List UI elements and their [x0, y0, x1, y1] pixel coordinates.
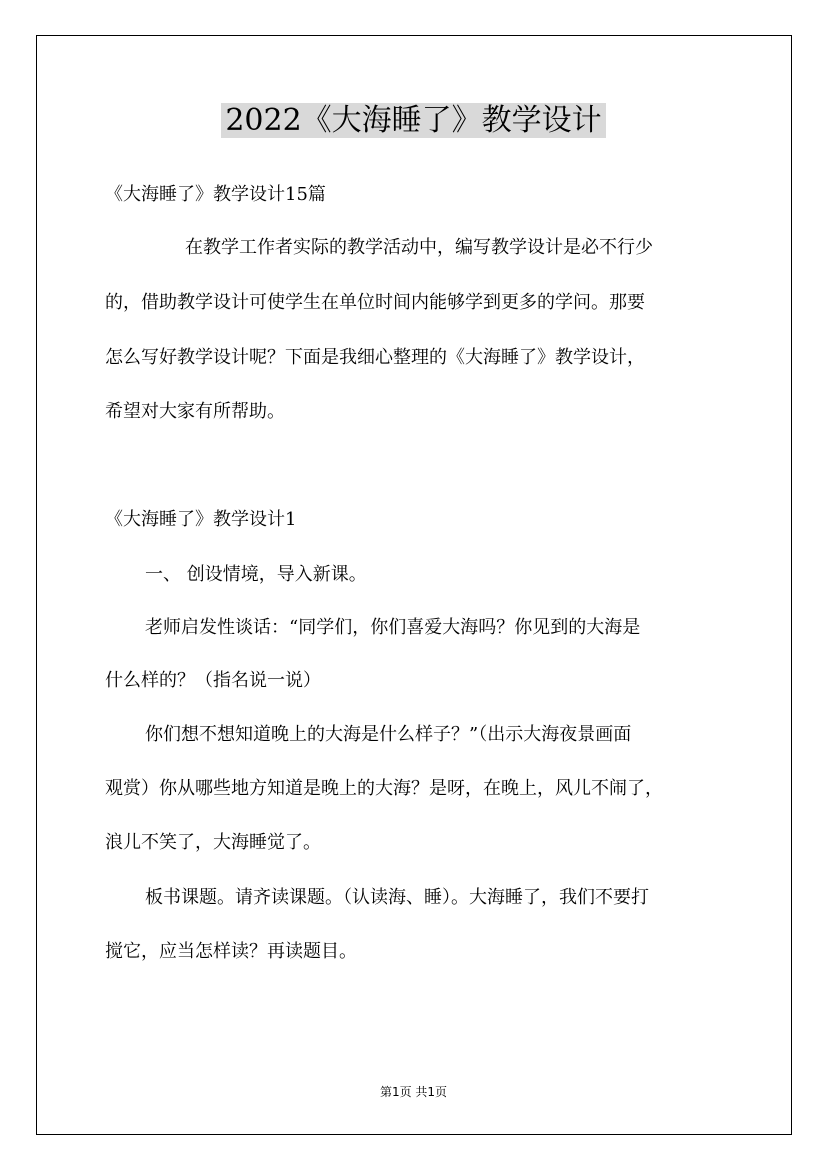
document-title — [0, 98, 827, 144]
document-subtitle: 《大海睡了》教学设计15篇 — [105, 184, 326, 205]
intro-line: 的，借助教学设计可使学生在单位时间内能够学到更多的学问。那要 — [105, 292, 645, 313]
body-paragraph-line: 观赏）你从哪些地方知道是晚上的大海？是呀，在晚上，风儿不闹了， — [105, 778, 663, 799]
body-paragraph-line: 老师启发性谈话：“同学们，你们喜爱大海吗？你见到的大海是 — [145, 617, 641, 638]
body-paragraph-line: 搅它，应当怎样读？再读题目。 — [105, 941, 357, 962]
body-paragraph-line: 你们想不想知道晚上的大海是什么样子？”（出示大海夜景画面 — [145, 724, 632, 745]
page-number: 第1页 共1页 — [379, 1085, 448, 1099]
intro-line: 希望对大家有所帮助。 — [105, 401, 285, 422]
body-paragraph-line: 一、 创设情境，导入新课。 — [145, 564, 367, 585]
body-paragraph-line: 板书课题。请齐读课题。（认读海、睡）。大海睡了，我们不要打 — [145, 887, 649, 908]
document-title-text: 2022《大海睡了》教学设计 — [221, 103, 605, 138]
body-paragraph-line: 浪儿不笑了，大海睡觉了。 — [105, 832, 321, 853]
section-heading: 《大海睡了》教学设计1 — [105, 509, 297, 530]
intro-line: 怎么写好教学设计呢？下面是我细心整理的《大海睡了》教学设计， — [105, 347, 645, 368]
body-paragraph-line: 什么样的？（指名说一说） — [105, 670, 321, 691]
intro-line: 在教学工作者实际的教学活动中，编写教学设计是必不行少 — [185, 237, 653, 258]
